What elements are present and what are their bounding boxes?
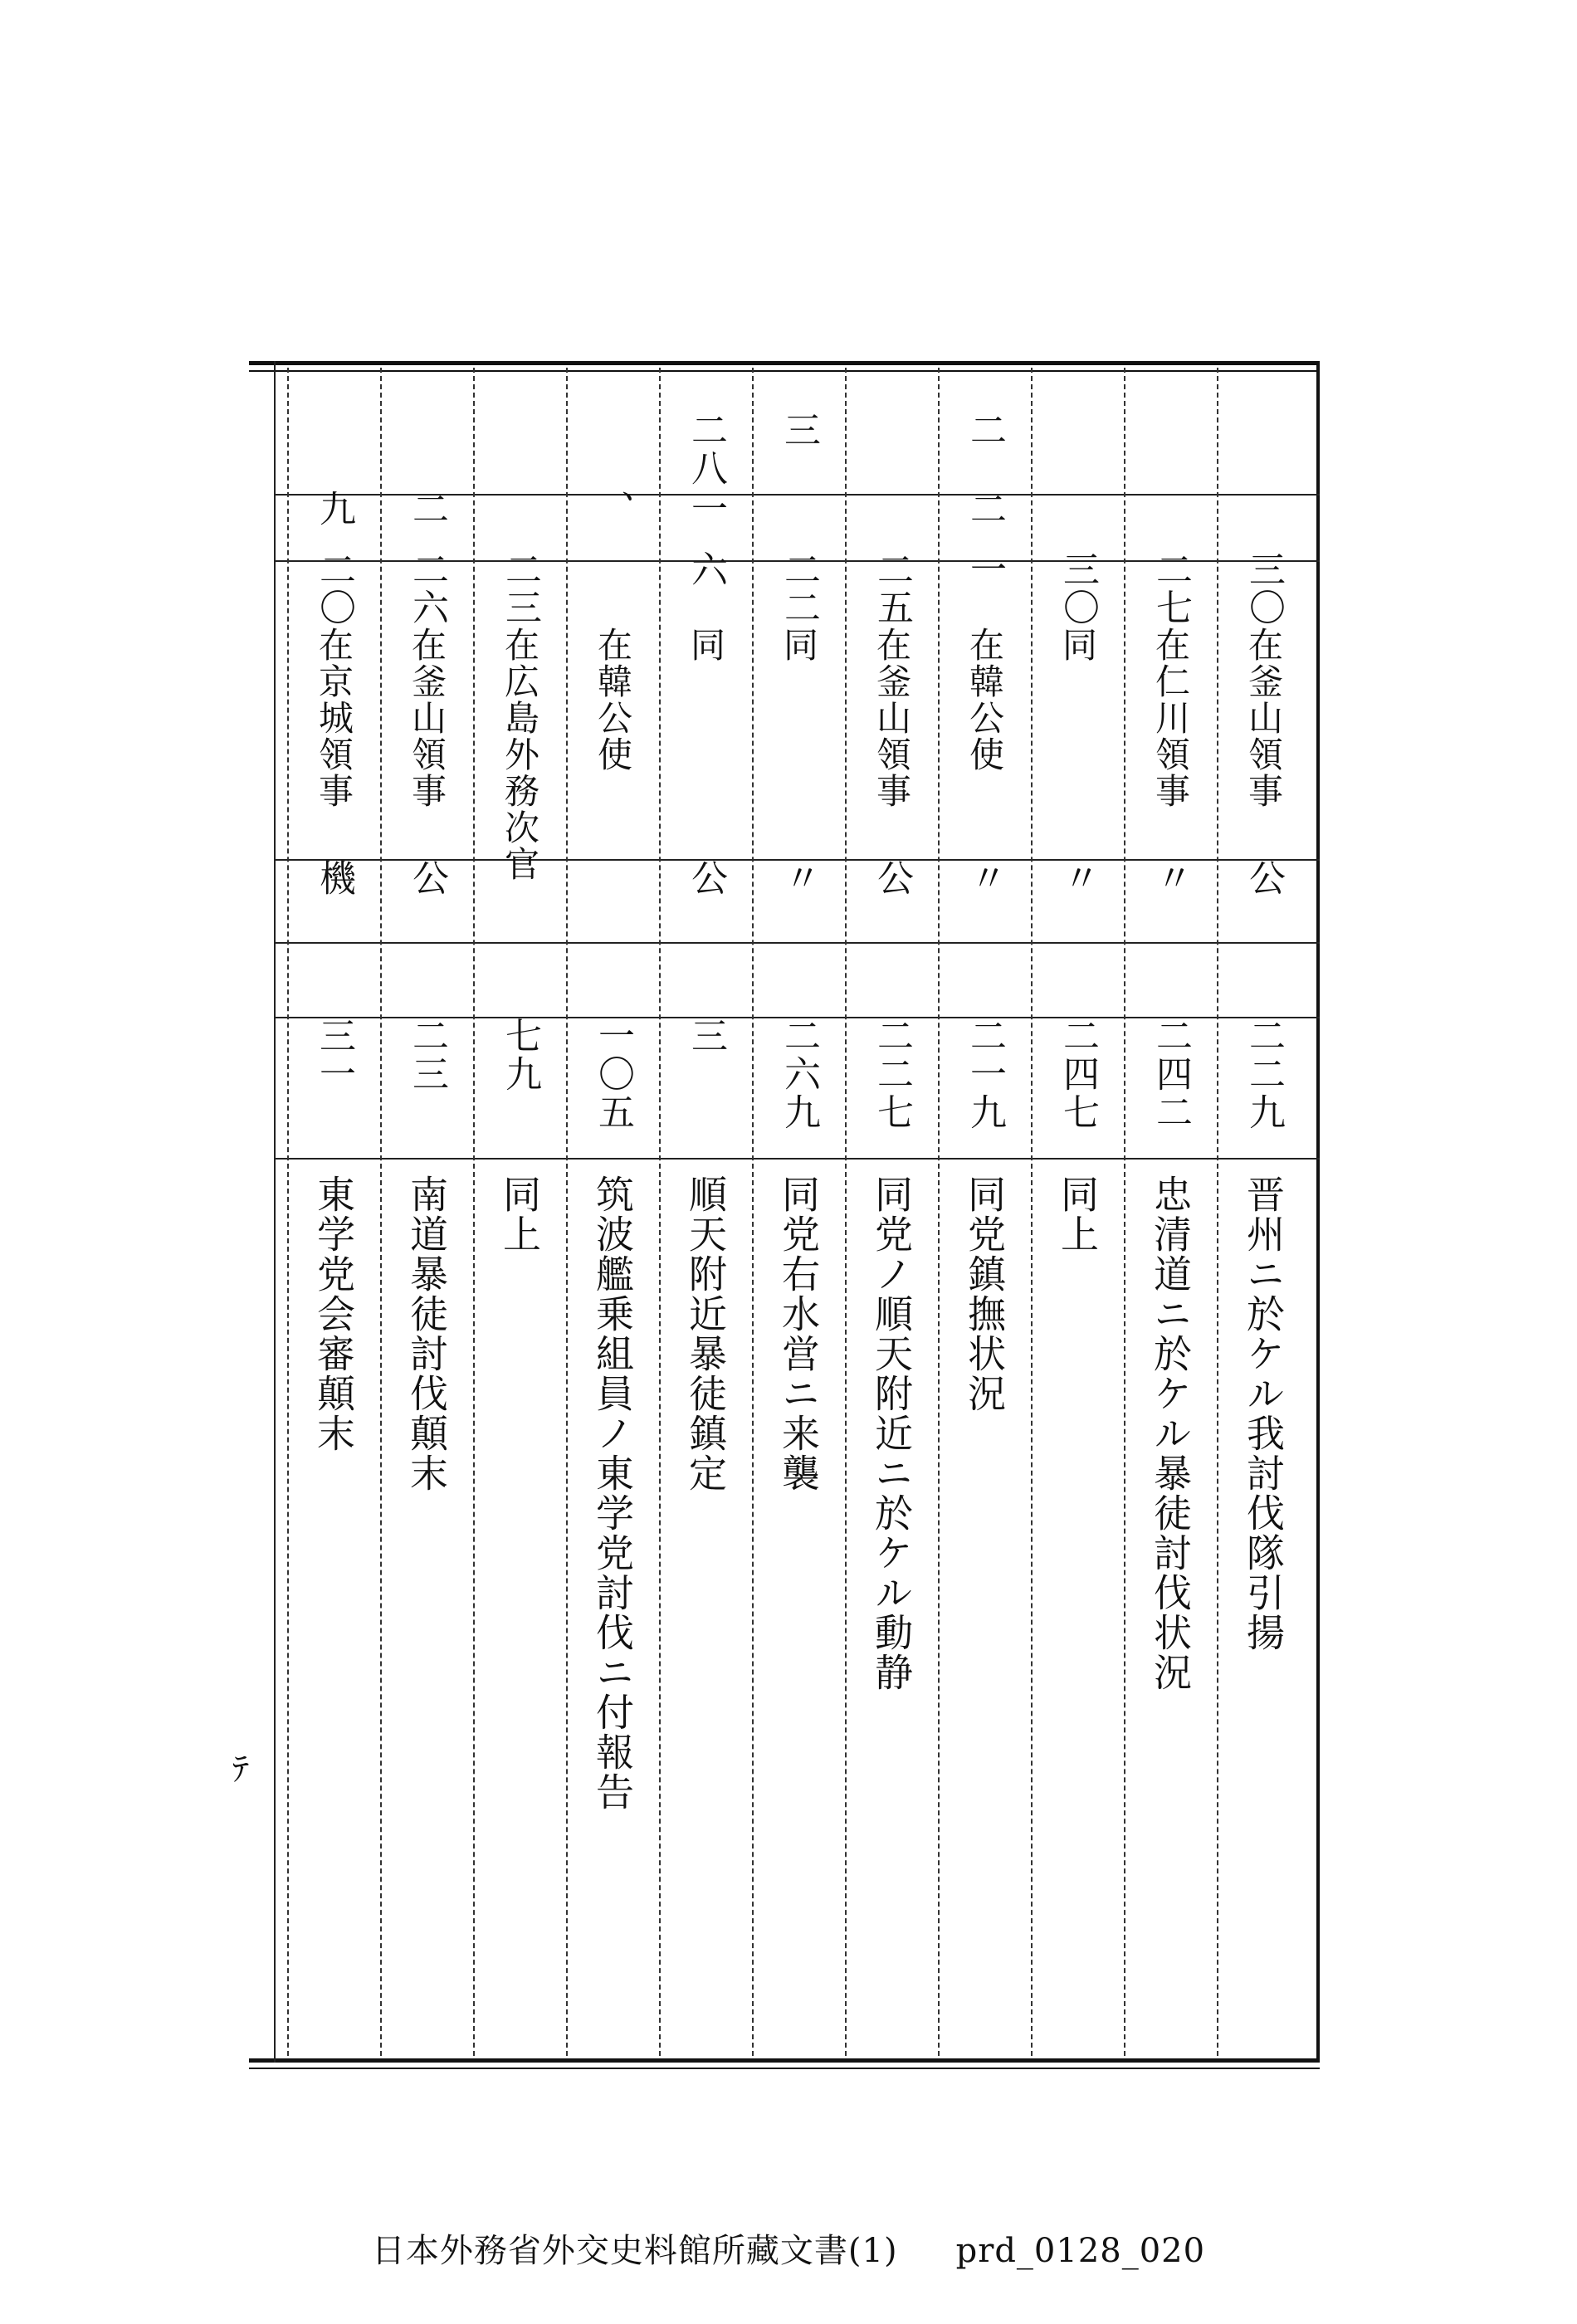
table-row — [938, 361, 1031, 2063]
record-type: 公 — [685, 859, 727, 897]
record-day: 、 — [592, 490, 634, 528]
record-date: 三〇 — [1243, 550, 1285, 627]
table-row — [287, 361, 380, 2063]
footer-reference-id: prd_0128_020 — [955, 2232, 1206, 2270]
record-date: 六 — [685, 550, 727, 588]
record-subject: 晋州ニ於ケル我討伐隊引揚 — [1241, 1174, 1286, 1653]
record-type: 〃 — [964, 859, 1006, 897]
table-row — [473, 361, 566, 2063]
table-row — [566, 361, 659, 2063]
record-page: 一〇五 — [592, 1017, 634, 1131]
record-month: 二八 — [685, 411, 727, 487]
record-subject: 同党右水営ニ来襲 — [776, 1174, 821, 1493]
record-subject: 順天附近暴徒鎮定 — [683, 1174, 728, 1493]
record-page: 二六九 — [778, 1017, 820, 1131]
column-divider — [566, 368, 568, 2056]
record-day: 九 — [313, 490, 355, 528]
record-type: 〃 — [778, 859, 820, 897]
margin-mark: ﾃ — [232, 1750, 249, 1789]
table-right-rule — [1316, 361, 1320, 2063]
record-subject: 東学党会審顛末 — [311, 1174, 356, 1453]
table-row — [1124, 361, 1217, 2063]
record-subject: 忠清道ニ於ケル暴徒討伐状況 — [1148, 1174, 1193, 1692]
table-row — [1217, 361, 1310, 2063]
record-page: 三一 — [313, 1017, 355, 1093]
record-type: 公 — [1243, 859, 1285, 897]
record-sender: 在韓公使 — [593, 627, 633, 773]
table-row — [380, 361, 473, 2063]
record-sender: 同 — [686, 627, 726, 663]
record-page: 二二七 — [871, 1017, 913, 1131]
record-subject: 同上 — [497, 1174, 542, 1254]
table-row — [659, 361, 752, 2063]
record-page: 二四七 — [1057, 1017, 1099, 1131]
table-row — [845, 361, 938, 2063]
record-type: 〃 — [1150, 859, 1192, 897]
table-row — [1031, 361, 1124, 2063]
record-month: 二 — [964, 411, 1006, 449]
page-footer — [0, 2224, 1577, 2272]
record-month: 三 — [778, 411, 820, 449]
record-date: 二二 — [778, 550, 820, 627]
record-page: 三 — [685, 1017, 727, 1055]
ledger-table — [249, 361, 1320, 2063]
column-divider — [380, 368, 382, 2056]
record-page: 二四二 — [1150, 1017, 1192, 1131]
record-subject: 同党ノ順天附近ニ於ケル動静 — [869, 1174, 914, 1692]
record-date: 一 — [964, 550, 1006, 588]
record-date: 三〇 — [1057, 550, 1099, 627]
record-sender: 在京城領事 — [314, 627, 354, 809]
record-day: 二 — [406, 490, 448, 528]
record-subject: 同上 — [1055, 1174, 1100, 1254]
record-sender: 在釜山領事 — [872, 627, 912, 809]
record-sender: 在韓公使 — [964, 627, 1005, 773]
column-divider — [1031, 368, 1033, 2056]
record-subject: 同党鎮撫状況 — [962, 1174, 1007, 1413]
record-sender: 在釜山領事 — [1243, 627, 1284, 809]
record-date: 二五 — [871, 550, 913, 627]
record-type: 〃 — [1057, 859, 1099, 897]
column-divider — [473, 368, 475, 2056]
record-sender: 同 — [1057, 627, 1098, 663]
column-divider — [1217, 368, 1218, 2056]
record-sender: 在広島外務次官 — [500, 627, 540, 882]
record-date: 二七 — [1150, 550, 1192, 627]
record-type: 公 — [871, 859, 913, 897]
record-subject: 筑波艦乗組員ノ東学党討伐ニ付報告 — [590, 1174, 635, 1812]
record-page: 二一九 — [964, 1017, 1006, 1131]
table-left-rule — [274, 361, 276, 2063]
footer-archive-label: 日本外務省外交史料館所藏文書(1) — [371, 2232, 898, 2270]
column-divider — [845, 368, 847, 2056]
column-divider — [659, 368, 661, 2056]
record-date: 二六 — [406, 550, 448, 627]
record-sender: 在釜山領事 — [407, 627, 447, 809]
record-type: 公 — [406, 859, 448, 897]
record-date: 二〇 — [313, 550, 355, 627]
record-page: 七九 — [499, 1017, 541, 1093]
record-sender: 同 — [779, 627, 819, 663]
record-page: 二三 — [406, 1017, 448, 1093]
record-day: 二 — [964, 490, 1006, 528]
record-type: 機 — [313, 859, 355, 897]
record-date: 二三 — [499, 550, 541, 627]
column-divider — [287, 368, 289, 2056]
column-divider — [1124, 368, 1125, 2056]
column-divider — [752, 368, 754, 2056]
record-subject: 南道暴徒討伐顛末 — [404, 1174, 449, 1493]
column-divider — [938, 368, 940, 2056]
record-sender: 在仁川領事 — [1150, 627, 1191, 809]
record-page: 二二九 — [1243, 1017, 1285, 1131]
record-day: 一 — [685, 490, 727, 528]
table-row — [752, 361, 845, 2063]
